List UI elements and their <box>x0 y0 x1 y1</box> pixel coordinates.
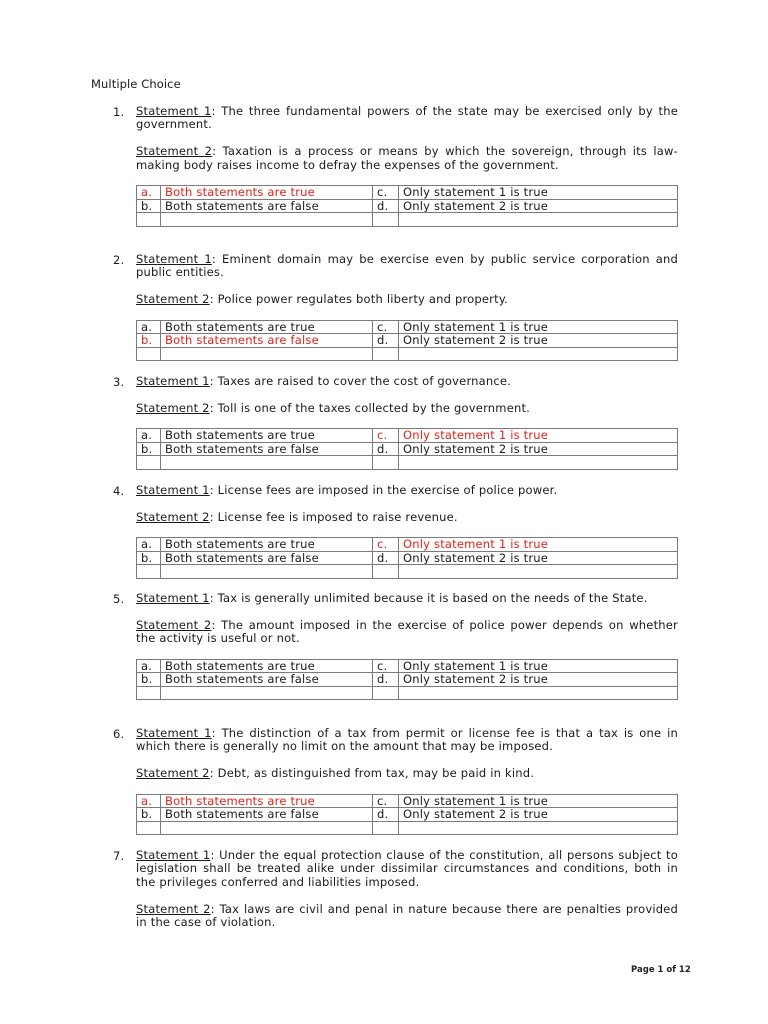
choice-d-text[interactable]: Only statement 2 is true <box>399 199 678 213</box>
question-3 <box>113 375 678 470</box>
choice-d-text[interactable]: Only statement 2 is true <box>399 551 678 565</box>
choice-c-text[interactable]: Only statement 1 is true <box>399 794 678 808</box>
choice-b-letter[interactable]: b. <box>137 808 161 822</box>
statement-1 <box>136 105 678 132</box>
statement-1-text: : The distinction of a tax from permit or license fee is that a tax is one in which there is generally no limit on the amount that may be imposed. <box>136 726 678 754</box>
empty-row <box>137 686 678 700</box>
statement-2 <box>136 293 678 306</box>
choice-a-letter[interactable]: a. <box>137 429 161 443</box>
choice-b-text[interactable]: Both statements are false <box>161 673 373 687</box>
statement-1 <box>136 484 678 497</box>
statement-1 <box>136 375 678 388</box>
choices-table <box>136 659 678 701</box>
question-2 <box>113 253 678 361</box>
choice-a-text[interactable]: Both statements are true <box>161 320 373 334</box>
choice-a-letter[interactable]: a. <box>137 538 161 552</box>
question-7 <box>113 849 678 929</box>
choice-b-text[interactable]: Both statements are false <box>161 334 373 348</box>
question-number: 1. <box>113 105 125 119</box>
choices-table <box>136 428 678 470</box>
statement-2-label: Statement 2 <box>136 144 213 159</box>
page-footer: Page 1 of 12 <box>631 965 691 975</box>
choice-b-letter[interactable]: b. <box>137 334 161 348</box>
choice-d-text[interactable]: Only statement 2 is true <box>399 442 678 456</box>
statement-1 <box>136 253 678 280</box>
choice-b-text[interactable]: Both statements are false <box>161 551 373 565</box>
statement-1-label: Statement 1 <box>136 483 210 497</box>
choice-d-text[interactable]: Only statement 2 is true <box>399 334 678 348</box>
statement-2-label: Statement 2 <box>136 400 210 415</box>
question-number: 7. <box>113 849 125 863</box>
statement-2 <box>136 619 678 646</box>
statement-1-text: : License fees are imposed in the exercise of police power. <box>209 483 558 497</box>
choice-b-text[interactable]: Both statements are false <box>161 808 373 822</box>
statement-2-text: : Debt, as distinguished from tax, may be paid in kind. <box>209 766 535 781</box>
statement-1 <box>136 727 678 754</box>
statement-1-text: : Tax is generally unlimited because it is based on the needs of the State. <box>209 591 648 605</box>
choices-table <box>136 537 678 579</box>
choice-c-letter[interactable]: c. <box>373 320 399 334</box>
choice-b-letter[interactable]: b. <box>137 199 161 213</box>
choice-d-text[interactable]: Only statement 2 is true <box>399 808 678 822</box>
choice-c-text[interactable]: Only statement 1 is true <box>399 538 678 552</box>
choice-a-letter[interactable]: a. <box>137 320 161 334</box>
empty-row <box>137 821 678 835</box>
choice-c-letter[interactable]: c. <box>373 186 399 200</box>
choice-d-letter[interactable]: d. <box>373 808 399 822</box>
statement-1-label: Statement 1 <box>136 591 210 605</box>
statement-2 <box>136 145 678 172</box>
statement-1-text: : Taxes are raised to cover the cost of governance. <box>209 374 512 388</box>
empty-row <box>137 456 678 470</box>
statement-2-label: Statement 2 <box>136 766 210 781</box>
choice-d-letter[interactable]: d. <box>373 442 399 456</box>
statement-2-text: : License fee is imposed to raise revenue. <box>209 509 458 524</box>
statement-1-label: Statement 1 <box>136 104 212 118</box>
question-number: 5. <box>113 592 125 606</box>
choice-c-letter[interactable]: c. <box>373 429 399 443</box>
statement-2 <box>136 511 678 524</box>
statement-2-text: : Tax laws are civil and penal in nature because there are penalties provided in the case of violation. <box>136 901 678 930</box>
statement-1-text: : The three fundamental powers of the state may be exercised only by the government. <box>136 104 678 132</box>
statement-1-label: Statement 1 <box>136 374 210 388</box>
choice-a-text[interactable]: Both statements are true <box>161 186 373 200</box>
statement-2 <box>136 767 678 780</box>
statement-2 <box>136 402 678 415</box>
choice-a-text[interactable]: Both statements are true <box>161 794 373 808</box>
choice-c-text[interactable]: Only statement 1 is true <box>399 320 678 334</box>
question-number: 4. <box>113 484 125 498</box>
statement-1 <box>136 592 678 605</box>
empty-row <box>137 347 678 361</box>
choice-d-letter[interactable]: d. <box>373 334 399 348</box>
statement-1-text: : Eminent domain may be exercise even by public service corporation and public entities. <box>136 252 678 280</box>
question-5 <box>113 592 678 700</box>
question-number: 6. <box>113 727 125 741</box>
statement-2 <box>136 903 678 930</box>
choice-a-letter[interactable]: a. <box>137 794 161 808</box>
question-4 <box>113 484 678 579</box>
choice-a-text[interactable]: Both statements are true <box>161 659 373 673</box>
choice-b-letter[interactable]: b. <box>137 673 161 687</box>
choice-c-text[interactable]: Only statement 1 is true <box>399 659 678 673</box>
question-6 <box>113 727 678 835</box>
statement-2-text: : Taxation is a process or means by which the sovereign, through its law-making body raises income to defray the expenses of the government. <box>136 144 678 172</box>
choice-d-letter[interactable]: d. <box>373 199 399 213</box>
statement-2-label: Statement 2 <box>136 617 212 632</box>
statement-2-label: Statement 2 <box>136 292 210 307</box>
choice-c-letter[interactable]: c. <box>373 794 399 808</box>
choice-c-text[interactable]: Only statement 1 is true <box>399 429 678 443</box>
question-number: 3. <box>113 375 125 389</box>
choice-b-letter[interactable]: b. <box>137 442 161 456</box>
question-number: 2. <box>113 253 125 267</box>
choice-d-letter[interactable]: d. <box>373 673 399 687</box>
statement-2-text: : Toll is one of the taxes collected by the government. <box>209 400 531 415</box>
empty-row <box>137 213 678 227</box>
choice-a-text[interactable]: Both statements are true <box>161 538 373 552</box>
choice-b-text[interactable]: Both statements are false <box>161 199 373 213</box>
choices-table <box>136 794 678 836</box>
choice-b-letter[interactable]: b. <box>137 551 161 565</box>
statement-2-label: Statement 2 <box>136 901 211 916</box>
choice-a-text[interactable]: Both statements are true <box>161 429 373 443</box>
choice-c-letter[interactable]: c. <box>373 659 399 673</box>
statement-1-label: Statement 1 <box>136 252 212 266</box>
statement-1-label: Statement 1 <box>136 848 211 862</box>
choice-a-letter[interactable]: a. <box>137 659 161 673</box>
choice-c-letter[interactable]: c. <box>373 538 399 552</box>
choice-d-letter[interactable]: d. <box>373 551 399 565</box>
empty-row <box>137 565 678 579</box>
question-1 <box>113 105 678 227</box>
choice-b-text[interactable]: Both statements are false <box>161 442 373 456</box>
choices-table <box>136 185 678 227</box>
statement-1-label: Statement 1 <box>136 726 212 740</box>
statement-1-text: : Under the equal protection clause of the constitution, all persons subject to legislation shall be treated alike under dissimilar circumstances and conditions, both in the privileges conferred and liabilities imposed. <box>136 848 678 889</box>
choices-table <box>136 320 678 362</box>
statement-2-text: : Police power regulates both liberty and property. <box>209 292 509 307</box>
choice-d-text[interactable]: Only statement 2 is true <box>399 673 678 687</box>
statement-2-text: : The amount imposed in the exercise of police power depends on whether the activity is useful or not. <box>136 617 678 646</box>
statement-2-label: Statement 2 <box>136 509 210 524</box>
choice-a-letter[interactable]: a. <box>137 186 161 200</box>
statement-1 <box>136 849 678 889</box>
page-heading: Multiple Choice <box>91 77 181 91</box>
choice-c-text[interactable]: Only statement 1 is true <box>399 186 678 200</box>
